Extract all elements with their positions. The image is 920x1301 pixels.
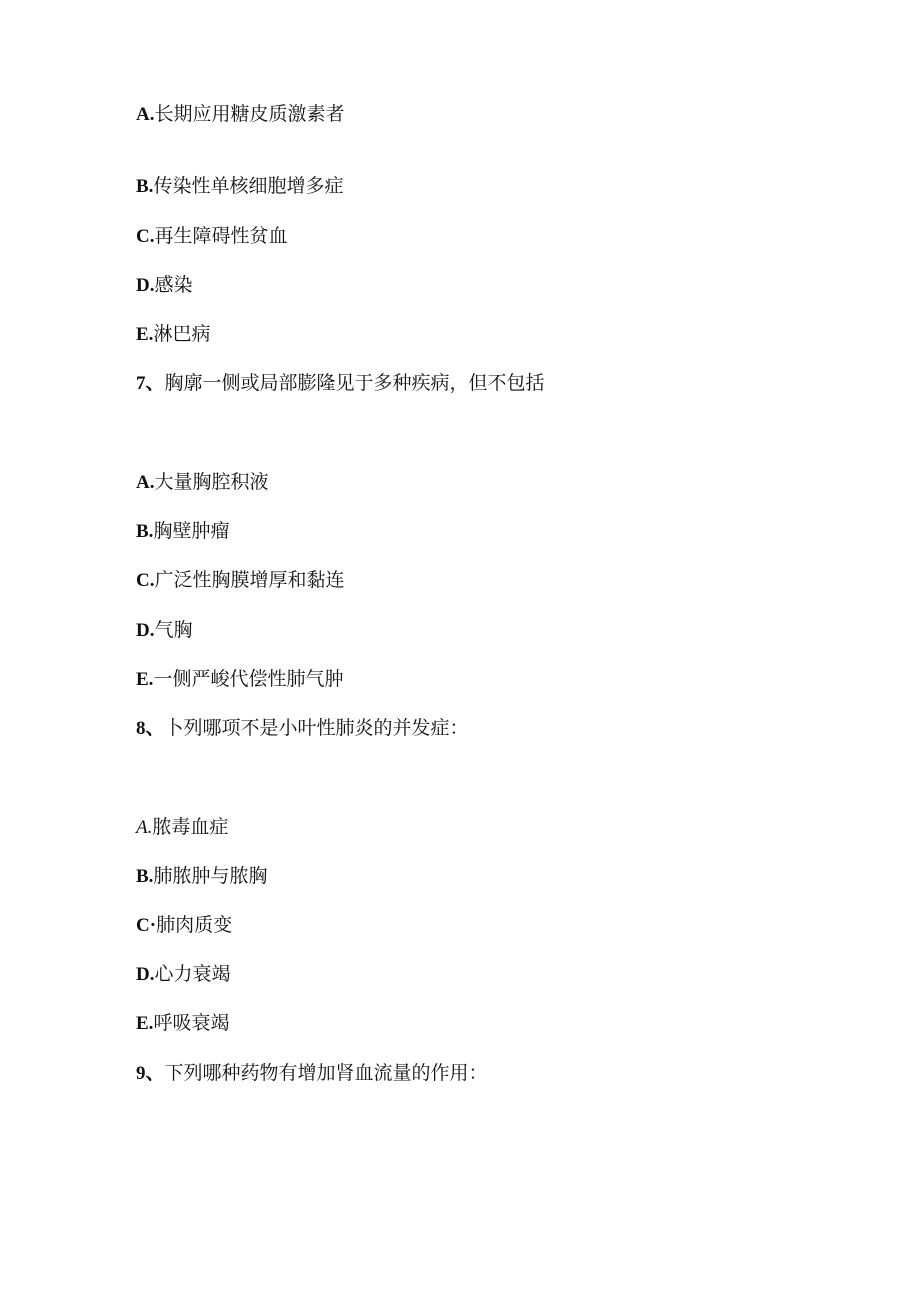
option-line bbox=[136, 618, 193, 643]
option-line bbox=[136, 322, 210, 347]
question-line bbox=[136, 371, 545, 396]
question-text: 下列哪种药物有增加肾血流量的作用： bbox=[164, 1062, 488, 1084]
option-text: 传染性单核细胞增多症 bbox=[153, 175, 344, 197]
option-line bbox=[136, 815, 228, 840]
question-line bbox=[136, 716, 469, 741]
option-line bbox=[136, 1011, 229, 1036]
option-label: D. bbox=[136, 964, 155, 985]
option-label: D. bbox=[136, 275, 155, 296]
question-number: 8、 bbox=[136, 718, 165, 739]
option-text: 胸壁肿瘤 bbox=[153, 520, 230, 542]
question-line bbox=[136, 1061, 488, 1086]
option-line bbox=[136, 519, 229, 544]
option-label: B. bbox=[136, 521, 154, 542]
option-text: 呼吸衰竭 bbox=[153, 1012, 230, 1034]
question-text: 卜列哪项不是小叶性肺炎的并发症： bbox=[164, 717, 469, 739]
option-label: B. bbox=[136, 866, 154, 887]
option-line bbox=[136, 962, 231, 987]
question-number: 9、 bbox=[136, 1063, 165, 1084]
option-line bbox=[136, 864, 267, 889]
option-line bbox=[136, 667, 343, 692]
option-label: B. bbox=[136, 176, 154, 197]
option-text: 肺脓肿与脓胸 bbox=[153, 865, 268, 887]
option-line bbox=[136, 273, 193, 298]
option-text: 长期应用糖皮质激素者 bbox=[154, 103, 345, 125]
option-label: A. bbox=[136, 472, 155, 493]
option-line bbox=[136, 174, 343, 199]
option-text: 大量胸腔积液 bbox=[154, 471, 269, 493]
option-text: 淋巴病 bbox=[153, 323, 211, 345]
option-text: 广泛性胸膜增厚和黏连 bbox=[154, 569, 345, 591]
option-line bbox=[136, 913, 232, 938]
option-label: C. bbox=[136, 226, 155, 247]
option-label: C· bbox=[136, 915, 157, 936]
question-number: 7、 bbox=[136, 373, 165, 394]
option-label: E. bbox=[136, 324, 154, 345]
option-line bbox=[136, 224, 288, 249]
option-label: E. bbox=[136, 1013, 154, 1034]
option-text: 心力衰竭 bbox=[154, 963, 231, 985]
option-text: 感染 bbox=[154, 274, 193, 296]
option-line bbox=[136, 568, 345, 593]
option-label: A. bbox=[136, 104, 155, 125]
option-line bbox=[136, 102, 345, 127]
option-text: 再生障碍性贫血 bbox=[154, 225, 288, 247]
option-text: 气胸 bbox=[154, 619, 193, 641]
question-text: 胸廓一侧或局部膨隆见于多种疾病，但不包括 bbox=[164, 372, 545, 394]
option-line bbox=[136, 470, 269, 495]
option-text: 肺肉质变 bbox=[156, 914, 233, 936]
option-text: 一侧严峻代偿性肺气肿 bbox=[153, 668, 344, 690]
option-label: E. bbox=[136, 669, 154, 690]
option-label: C. bbox=[136, 570, 155, 591]
option-label: D. bbox=[136, 620, 155, 641]
option-label: A. bbox=[136, 817, 153, 838]
option-text: 脓毒血症 bbox=[152, 816, 229, 838]
